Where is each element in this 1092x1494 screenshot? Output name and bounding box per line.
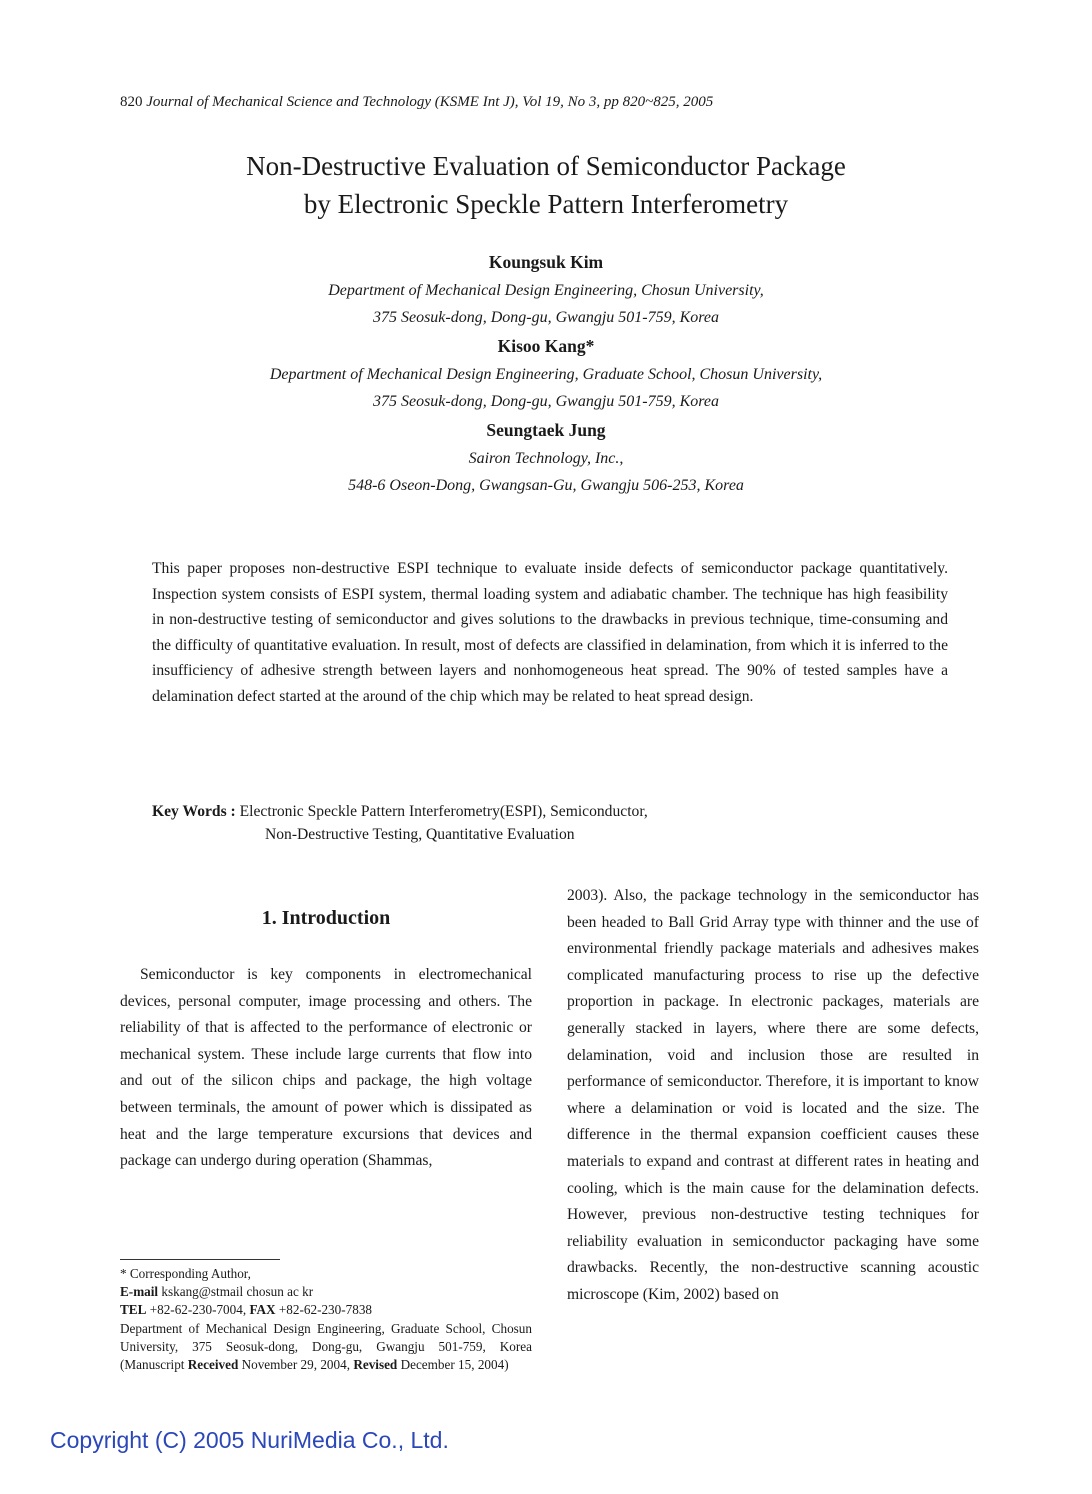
- keywords-text: Electronic Speckle Pattern Interferometry(ESPI), Semiconductor,: [239, 803, 648, 820]
- copyright-notice: Copyright (C) 2005 NuriMedia Co., Ltd.: [50, 1427, 449, 1453]
- footnote-revised: December 15, 2004): [400, 1357, 509, 1373]
- author-affiliation: Department of Mechanical Design Engineering, Graduate School, Chosun University,: [269, 366, 823, 383]
- page-number: 820: [120, 94, 143, 110]
- author-address: 548-6 Oseon-Dong, Gwangsan-Gu, Gwangju 506-253, Korea: [348, 477, 744, 494]
- keywords-line-1: [152, 799, 648, 824]
- paper-title-line-1: Non-Destructive Evaluation of Semiconductor Package: [246, 151, 846, 181]
- author-name: Kisoo Kang*: [497, 336, 595, 356]
- intro-right-column: 2003). Also, the package technology in the semiconductor has been headed to Ball Grid Array type with thinner and the use of environmental friendly package materials and adhesives makes complicated manufacturing process to rise up the defective proportion in package. In electronic packages, materials are generally stacked in layers, where there are some defects, delamination, void and inclusion those are resulted in performance of semiconductor. Therefore, it is important to know where a delamination or void is located and the size. The difference in the thermal expansion coefficient causes these materials to expand and contrast at different rates in heating and cooling, which is the main cause for the delamination defects. However, previous non-destructive testing techniques for reliability evaluation in semiconductor packaging have some drawbacks. Recently, the non-destructive scanning acoustic microscope (Kim, 2002) based on: [567, 887, 979, 1303]
- footnote-email-label: E-mail: [120, 1284, 159, 1300]
- footnote-affiliation: Department of Mechanical Design Engineering, Graduate School, Chosun University, 375 Seosuk-dong, Dong-gu, Gwangju 501-759, Korea (Manuscript: [120, 1320, 532, 1373]
- footnote-corresponding: * Corresponding Author,: [120, 1266, 251, 1281]
- abstract: This paper proposes non-destructive ESPI technique to evaluate inside defects of semiconductor package quantitatively. Inspection system consists of ESPI system, thermal loading system and adiabatic chamber. The technique has high feasibility in non-destructive testing of semiconductor and gives solutions to the drawbacks in previous technique, time-consuming and the difficulty of quantitative evaluation. In result, most of defects are classified in delamination, from which it is inferred to the insufficiency of adhesive strength between layers and nonhomogeneous heat spread. The 90% of tested samples have a delamination defect started at the around of the chip which may be related to heat spread design.: [152, 560, 948, 705]
- keywords-line-2: Non-Destructive Testing, Quantitative Evaluation: [265, 826, 575, 843]
- footnote-received: November 29, 2004,: [241, 1357, 351, 1373]
- author-address: 375 Seosuk-dong, Dong-gu, Gwangju 501-759, Korea: [372, 309, 720, 326]
- footnote-email: kskang@stmail chosun ac kr: [161, 1284, 314, 1300]
- footnote-received-label: Received: [187, 1357, 239, 1373]
- section-heading: 1. Introduction: [261, 907, 391, 929]
- author-affiliation: Department of Mechanical Design Engineering, Chosun University,: [328, 282, 764, 299]
- corresponding-author-footnote: [120, 1265, 532, 1374]
- paper-title-line-2: by Electronic Speckle Pattern Interferometry: [303, 189, 789, 219]
- footnote-tel: +82-62-230-7004,: [149, 1302, 247, 1318]
- footnote-fax: +82-62-230-7838: [278, 1302, 373, 1318]
- footnote-fax-label: FAX: [249, 1302, 276, 1318]
- keywords-label: Key Words :: [152, 803, 236, 820]
- author-affiliation: Sairon Technology, Inc.,: [468, 450, 624, 467]
- footnote-revised-label: Revised: [353, 1357, 398, 1373]
- author-name: Seungtaek Jung: [486, 420, 606, 440]
- running-head: [120, 94, 713, 111]
- footnote-divider: [120, 1259, 280, 1260]
- journal-citation: Journal of Mechanical Science and Technology (KSME Int J), Vol 19, No 3, pp 820~825, 2005: [146, 94, 714, 110]
- author-address: 375 Seosuk-dong, Dong-gu, Gwangju 501-759, Korea: [372, 393, 720, 410]
- author-name: Koungsuk Kim: [488, 252, 604, 272]
- footnote-tel-label: TEL: [120, 1302, 147, 1318]
- intro-left-column: Semiconductor is key components in electromechanical devices, personal computer, image processing and others. The reliability of that is affected to the performance of electronic or mechanical system. These include large currents that flow into and out of the silicon chips and package, the high voltage between terminals, the amount of power which is dissipated as heat and the large temperature excursions that devices and package can undergo during operation (Shammas,: [120, 966, 532, 1170]
